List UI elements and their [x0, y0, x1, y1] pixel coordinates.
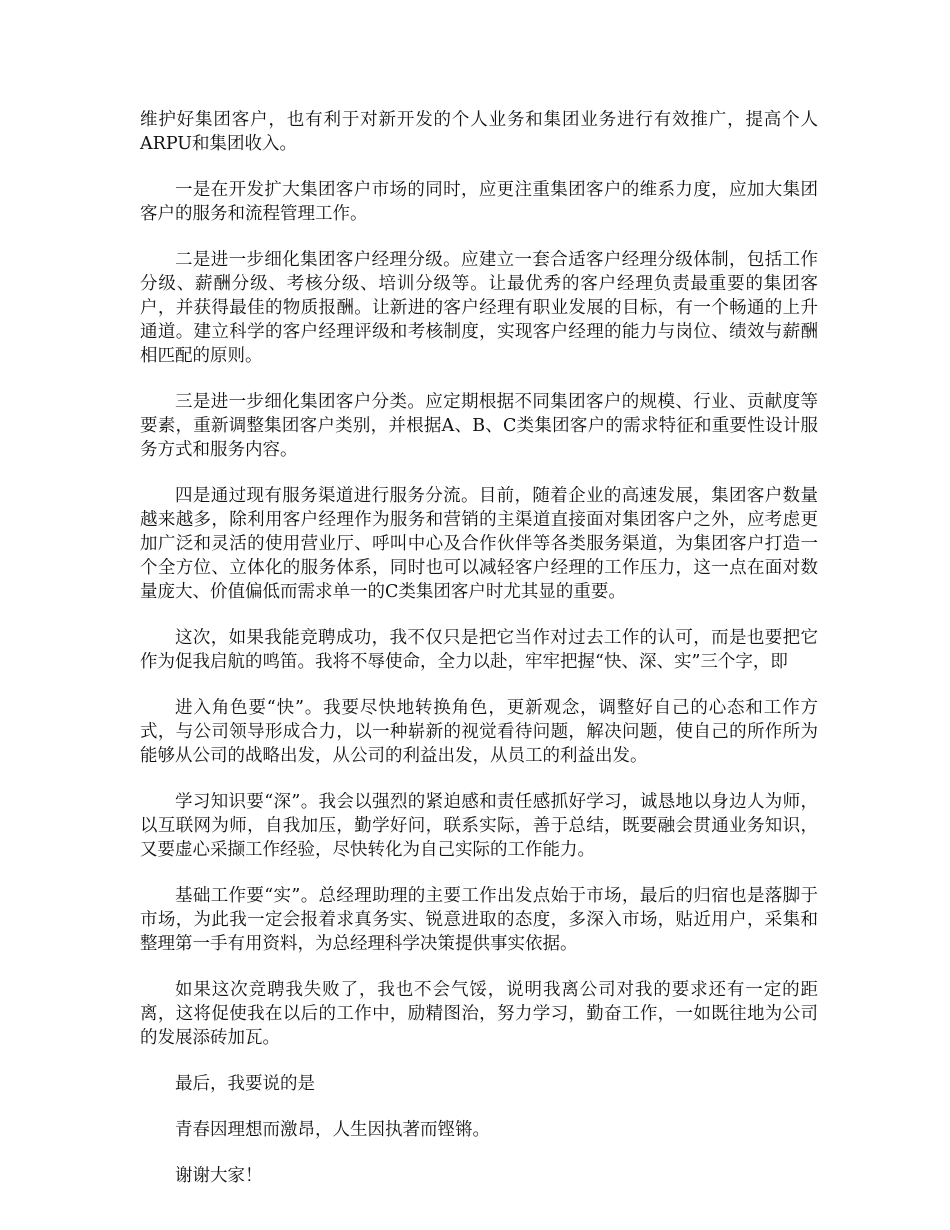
- document-body: [140, 108, 818, 1188]
- paragraph-fast: 进入角色要“快”。我要尽快地转换角色，更新观念，调整好自己的心态和工作方式，与公司领导形成合力，以一种崭新的视觉看待问题，解决问题，使自己的所作所为能够从公司的战略出发，从公司的利益出发，从员工的利益出发。: [140, 698, 818, 766]
- paragraph-point-one: 一是在开发扩大集团客户市场的同时，应更注重集团客户的维系力度，应加大集团客户的服务和流程管理工作。: [140, 180, 818, 224]
- paragraph-deep: 学习知识要“深”。我会以强烈的紧迫感和责任感抓好学习，诚恳地以身边人为师，以互联网为师，自我加压，勤学好问，联系实际，善于总结，既要融会贯通业务知识，又要虚心采撷工作经验，尽快转化为自己实际的工作能力。: [140, 792, 818, 860]
- paragraph-point-two: 二是进一步细化集团客户经理分级。应建立一套合适客户经理分级体制，包括工作分级、薪酬分级、考核分级、培训分级等。让最优秀的客户经理负责最重要的集团客户，并获得最佳的物质报酬。让新进的客户经理有职业发展的目标，有一个畅通的上升通道。建立科学的客户经理评级和考核制度，实现客户经理的能力与岗位、绩效与薪酬相匹配的原则。: [140, 250, 818, 366]
- paragraph-point-three: 三是进一步细化集团客户分类。应定期根据不同集团客户的规模、行业、贡献度等要素，重新调整集团客户类别，并根据A、B、C类集团客户的需求特征和重要性设计服务方式和服务内容。: [140, 392, 818, 460]
- paragraph-thanks: 谢谢大家！: [175, 1166, 263, 1186]
- paragraph-commitment: 这次，如果我能竞聘成功，我不仅只是把它当作对过去工作的认可，而是也要把它作为促我启航的鸣笛。我将不辱使命，全力以赴，牢牢把握“快、深、实”三个字，即: [140, 628, 818, 672]
- paragraph-motto: 青春因理想而激昂，人生因执著而铿锵。: [175, 1120, 490, 1140]
- paragraph-if-fail: 如果这次竞聘我失败了，我也不会气馁，说明我离公司对我的要求还有一定的距离，这将促使我在以后的工作中，励精图治，努力学习，勤奋工作，一如既往地为公司的发展添砖加瓦。: [140, 980, 818, 1048]
- paragraph-continuation: 维护好集团客户，也有利于对新开发的个人业务和集团业务进行有效推广，提高个人ARPU和集团收入。: [140, 110, 818, 154]
- paragraph-finally: 最后，我要说的是: [175, 1074, 315, 1094]
- paragraph-point-four: 四是通过现有服务渠道进行服务分流。目前，随着企业的高速发展，集团客户数量越来越多，除利用客户经理作为服务和营销的主渠道直接面对集团客户之外，应考虑更加广泛和灵活的使用营业厅、呼叫中心及合作伙伴等各类服务渠道，为集团客户打造一个全方位、立体化的服务体系，同时也可以减轻客户经理的工作压力，这一点在面对数量庞大、价值偏低而需求单一的C类集团客户时尤其显的重要。: [140, 486, 818, 602]
- paragraph-solid: 基础工作要“实”。总经理助理的主要工作出发点始于市场，最后的归宿也是落脚于市场，为此我一定会报着求真务实、锐意进取的态度，多深入市场，贴近用户，采集和整理第一手有用资料，为总经理科学决策提供事实依据。: [140, 886, 818, 954]
